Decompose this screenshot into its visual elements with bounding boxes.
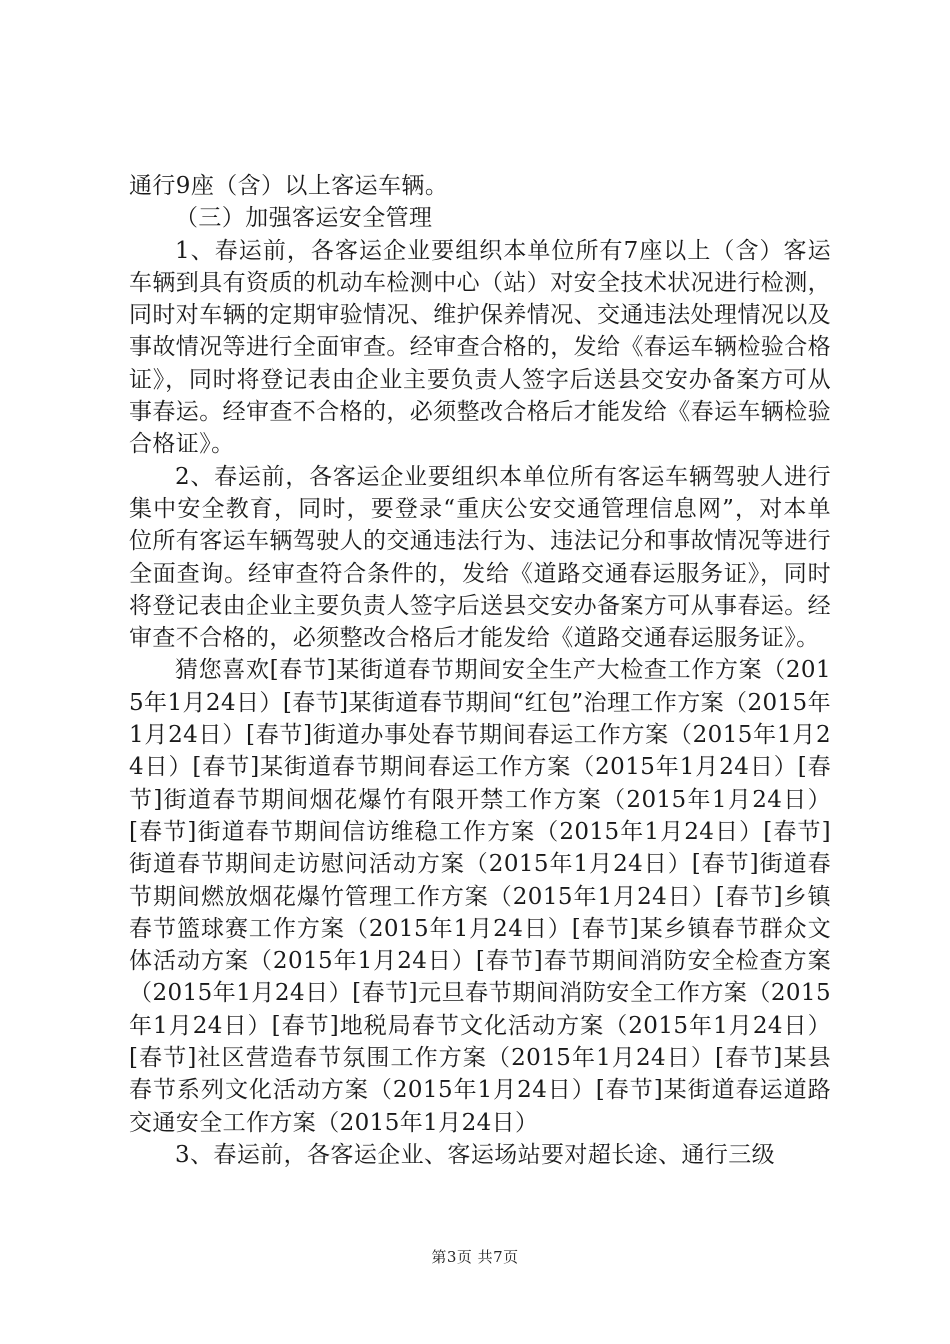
paragraph-item-2: 2、春运前，各客运企业要组织本单位所有客运车辆驾驶人进行集中安全教育，同时，要登录“重庆公安交通管理信息网”，对本单位所有客运车辆驾驶人的交通违法行为、违法记分和事故情况等进行全面查询。经审查符合条件的，发给《道路交通春运服务证》，同时将登记表由企业主要负责人签字后送县交安办备案方可从事春运。经审查不合格的，必须整改合格后才能发给《道路交通春运服务证》。: [129, 463, 831, 652]
paragraph-item-1: 1、春运前，各客运企业要组织本单位所有7座以上（含）客运车辆到具有资质的机动车检测中心（站）对安全技术状况进行检测，同时对车辆的定期审验情况、维护保养情况、交通违法处理情况以及事故情况等进行全面审查。经审查合格的，发给《春运车辆检验合格证》，同时将登记表由企业主要负责人签字后送县交安办备案方可从事春运。经审查不合格的，必须整改合格后才能发给《春运车辆检验合格证》。: [129, 237, 831, 458]
paragraph-item-3: 3、春运前，各客运企业、客运场站要对超长途、通行三级: [175, 1141, 776, 1168]
document-body: [129, 170, 831, 1171]
paragraph-related-links: 猜您喜欢[春节]某街道春节期间安全生产大检查工作方案（2015年1月24日）[春节]某街道春节期间“红包”治理工作方案（2015年1月24日）[春节]街道办事处春节期间春运工作方案（2015年1月24日）[春节]某街道春节期间春运工作方案（2015年1月24日）[春节]街道春节期间烟花爆竹有限开禁工作方案（2015年1月24日）[春节]街道春节期间信访维稳工作方案（2015年1月24日）[春节]街道春节期间走访慰问活动方案（2015年1月24日）[春节]街道春节期间燃放烟花爆竹管理工作方案（2015年1月24日）[春节]乡镇春节篮球赛工作方案（2015年1月24日）[春节]某乡镇春节群众文体活动方案（2015年1月24日）[春节]春节期间消防安全检查方案（2015年1月24日）[春节]元旦春节期间消防安全工作方案（2015年1月24日）[春节]地税局春节文化活动方案（2015年1月24日）[春节]社区营造春节氛围工作方案（2015年1月24日）[春节]某县春节系列文化活动方案（2015年1月24日）[春节]某街道春运道路交通安全工作方案（2015年1月24日）: [129, 657, 831, 1136]
page-number-footer: 第3页 共7页: [431, 1248, 519, 1266]
section-heading: （三）加强客运安全管理: [175, 205, 433, 232]
paragraph-intro: 通行9座（含）以上客运车辆。: [129, 173, 449, 199]
